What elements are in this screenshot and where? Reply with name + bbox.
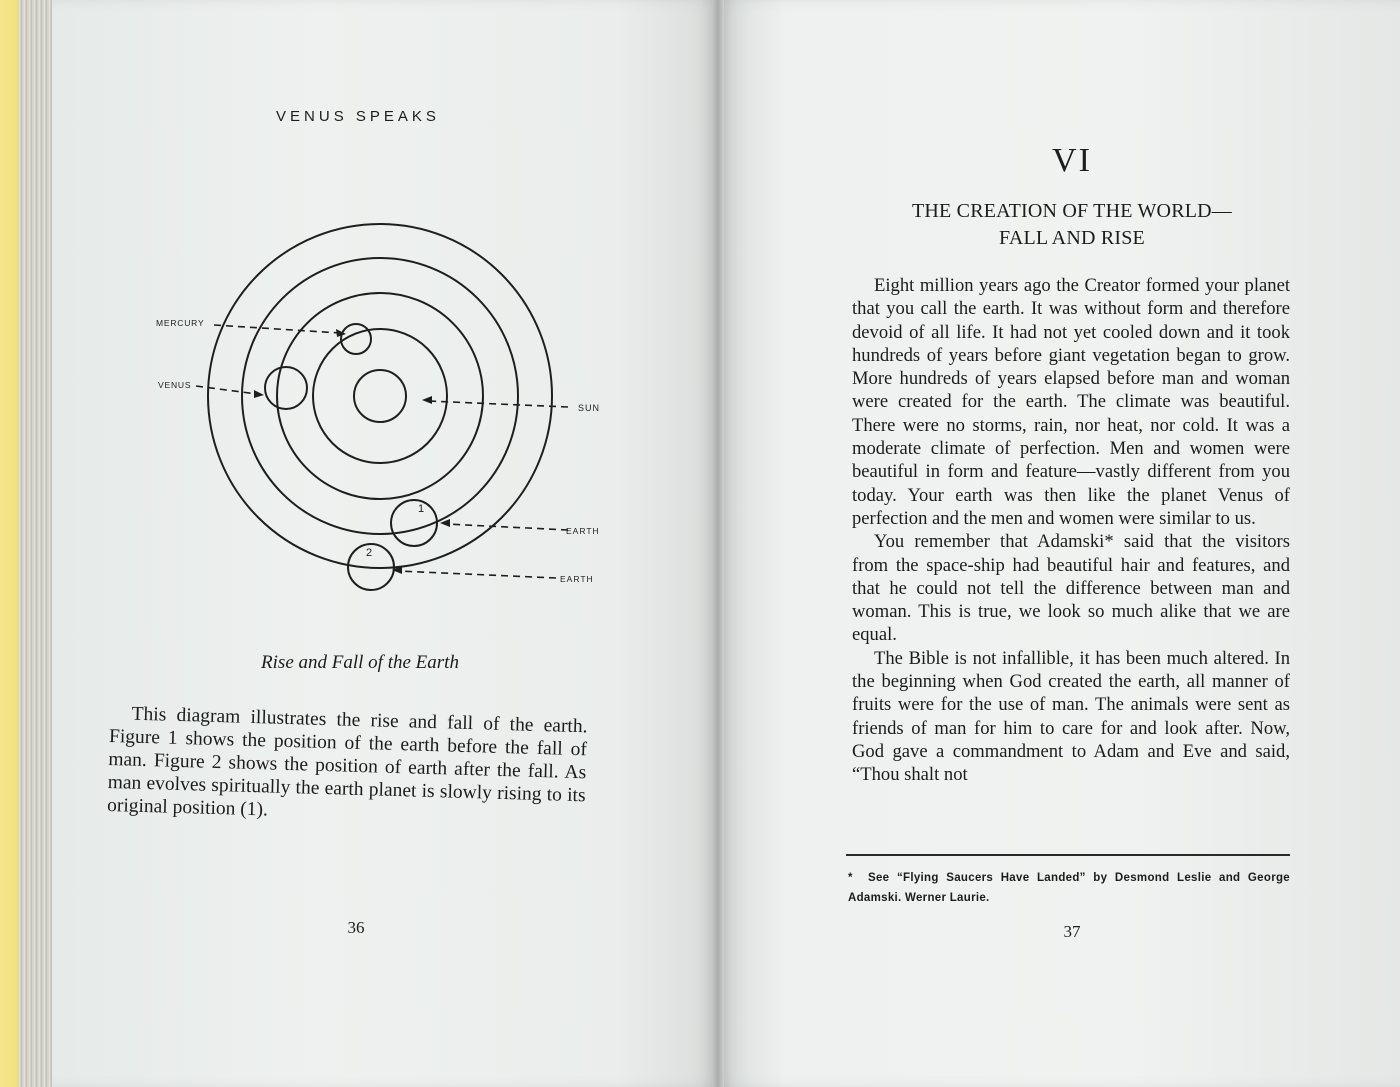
label-mercury: MERCURY [156,318,205,328]
label-figure-2: 2 [366,547,373,559]
sun-pointer [428,401,568,407]
orbit-third [242,258,518,534]
chapter-title-line-2: FALL AND RISE [999,227,1145,249]
orbit-second [277,293,483,499]
diagram-explanation [107,702,588,830]
orbit-inner [313,329,447,463]
label-earth-2: EARTH [560,574,594,584]
label-earth-1: EARTH [566,526,600,536]
mercury-pointer [214,325,340,333]
footnote [848,868,1290,908]
chapter-number: VI [1052,142,1092,179]
running-head: VENUS SPEAKS [276,108,440,125]
sun-circle [354,370,406,422]
earth-2-pointer [398,571,556,578]
diagram-caption: Rise and Fall of the Earth [261,652,459,673]
earth-1-pointer [446,524,568,530]
chapter-title [852,198,1292,252]
body-paragraph-3: The Bible is not infallible, it has been much altered. In the beginning when God created the earth, all manner of fruits were for the use of man. The animals were sent as friends of man for him to care for and look after. Now, God gave a commandment to Adam and Eve and said, “Thou shalt not [852,647,1290,786]
footnote-text: See “Flying Saucers Have Landed” by Desmond Leslie and George Adamski. Werner Laurie. [848,872,1290,904]
diagram-explanation-paragraph: This diagram illustrates the rise and fall of the earth. Figure 1 shows the position of the earth before the fall of man. Figure 2 shows the position of earth after the fall. As man evolves spiritually the earth planet is slowly rising to its original position (1). [106,703,588,821]
footnote-rule [846,854,1290,856]
body-paragraph-1: Eight million years ago the Creator formed your planet that you call the earth. It was without form and therefore devoid of all life. It had not yet cooled down and it took hundreds of years before giant vegetation began to grow. More hundreds of years elapsed before man and woman were created for the earth. The climate was beautiful. There were no storms, rain, nor heat, nor cold. It was a moderate climate of perfection. Men and women were beautiful in form and feature—vastly different from you today. Your earth was then like the planet Venus of perfection and the men and women were similar to us. [852,275,1290,529]
chapter-body [852,274,1290,787]
label-figure-1: 1 [418,503,425,515]
body-paragraph-2: You remember that Adamski* said that the visitors from the space-ship had beautiful hair and features, and that he could not tell the difference between man and woman. This is true, we look so much alike that we are equal. [852,531,1290,646]
footnote-marker: * [848,872,853,884]
book-gutter [712,0,724,1087]
label-venus: VENUS [158,380,192,390]
label-sun: SUN [578,403,601,413]
rise-and-fall-diagram [100,200,620,620]
earth-1-circle [391,500,437,546]
page-number-right: 37 [1063,922,1081,941]
chapter-title-line-1: THE CREATION OF THE WORLD— [911,200,1232,222]
venus-circle [265,367,307,409]
venus-pointer [196,386,257,394]
page-number-left: 36 [347,918,365,937]
